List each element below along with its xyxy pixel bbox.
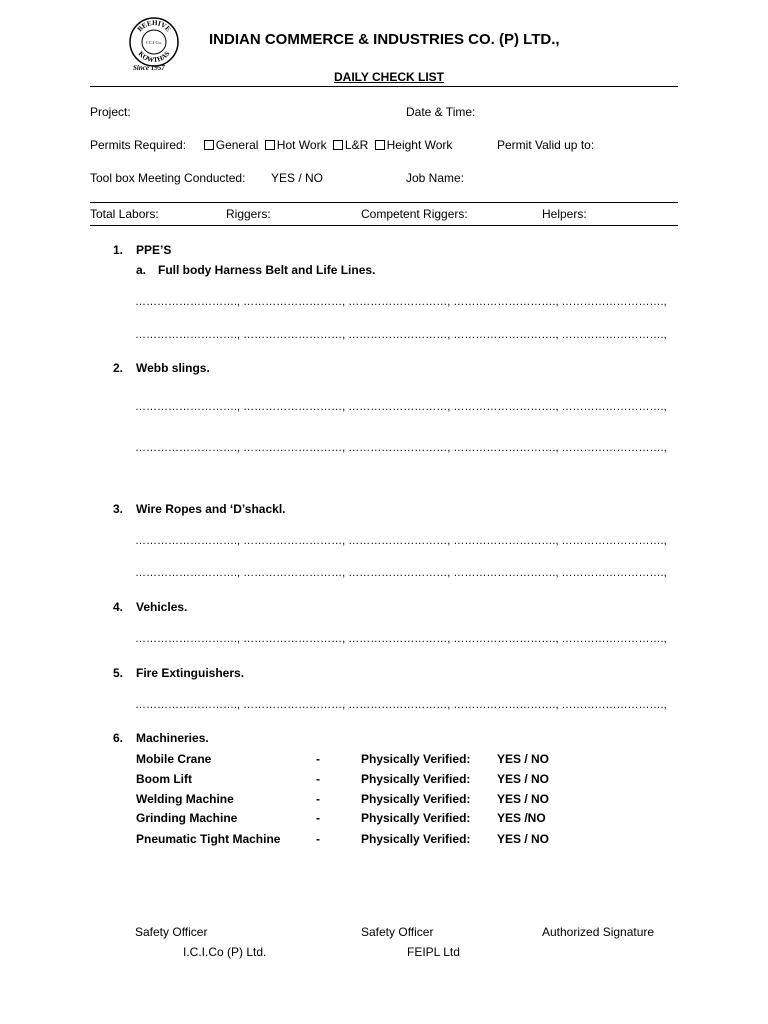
permits-required-row: [90, 138, 452, 152]
checkbox-height-work[interactable]: [375, 140, 385, 150]
machine-verified-label: Physically Verified:: [361, 752, 471, 766]
date-time-label: Date & Time:: [406, 105, 476, 119]
section-4-title: Vehicles.: [136, 600, 188, 614]
job-name-label: Job Name:: [406, 171, 465, 185]
fill-line[interactable]: ………………………., ………………………, ………………………, ………………………., ……………………….,: [135, 567, 667, 579]
fill-line[interactable]: ………………………., ………………………, ………………………, ………………………., ……………………….,: [135, 401, 667, 413]
permit-option-hot-work: Hot Work: [276, 138, 327, 152]
section-1-title: PPE’S: [136, 243, 172, 257]
safety-officer-2-title: Safety Officer: [361, 925, 434, 939]
machine-verified-label: Physically Verified:: [361, 772, 471, 786]
toolbox-meeting-label: Tool box Meeting Conducted:: [90, 171, 246, 185]
machine-verified-label: Physically Verified:: [361, 811, 471, 825]
riggers-label: Riggers:: [226, 207, 271, 221]
section-5-number: 5.: [113, 666, 124, 680]
safety-officer-1-title: Safety Officer: [135, 925, 208, 939]
machine-verified-value[interactable]: YES / NO: [497, 752, 550, 766]
fill-line[interactable]: ………………………., ………………………, ………………………, ………………………., ……………………….,: [135, 699, 667, 711]
section-2-title: Webb slings.: [136, 361, 210, 375]
section-4-number: 4.: [113, 600, 124, 614]
machine-verified-value[interactable]: YES / NO: [497, 772, 550, 786]
machine-verified-value[interactable]: YES /NO: [497, 811, 546, 825]
machine-verified-value[interactable]: YES / NO: [497, 832, 550, 846]
section-6-title: Machineries.: [136, 731, 209, 745]
checkbox-lr[interactable]: [333, 140, 343, 150]
section-1-number: 1.: [113, 243, 124, 257]
project-label: Project:: [90, 105, 131, 119]
fill-line[interactable]: ………………………., ………………………, ………………………, ………………………., ……………………….,: [135, 535, 667, 547]
section-5-title: Fire Extinguishers.: [136, 666, 245, 680]
permit-option-general: General: [215, 138, 259, 152]
machine-name: Welding Machine: [136, 792, 234, 806]
machine-dash: -: [316, 811, 320, 825]
machine-verified-label: Physically Verified:: [361, 792, 471, 806]
labor-top-rule: [90, 202, 678, 203]
permit-option-lr: L&R: [344, 138, 369, 152]
section-3-number: 3.: [113, 502, 124, 516]
machine-name: Pneumatic Tight Machine: [136, 832, 281, 846]
logo-bottom-text: KOWTHAS: [136, 49, 172, 65]
fill-line[interactable]: ………………………., ………………………, ………………………, ………………………., ……………………….,: [135, 296, 667, 308]
fill-line[interactable]: ………………………., ………………………, ………………………, ………………………., ……………………….,: [135, 442, 667, 454]
checkbox-hot-work[interactable]: [265, 140, 275, 150]
checkbox-general[interactable]: [204, 140, 214, 150]
machine-dash: -: [316, 832, 320, 846]
authorized-signature-label: Authorized Signature: [542, 925, 655, 939]
safety-officer-2-org: FEIPL Ltd: [407, 945, 460, 959]
document-title: DAILY CHECK LIST: [334, 70, 445, 84]
permit-option-height-work: Height Work: [386, 138, 453, 152]
total-labors-label: Total Labors:: [90, 207, 159, 221]
logo-top-text: BEEHIVE: [135, 18, 173, 34]
competent-riggers-label: Competent Riggers:: [361, 207, 468, 221]
section-3-title: Wire Ropes and ‘D’shackl.: [136, 502, 286, 516]
company-name: INDIAN COMMERCE & INDUSTRIES CO. (P) LTD.,: [209, 31, 560, 48]
permits-required-label: Permits Required:: [90, 138, 187, 152]
machine-verified-value[interactable]: YES / NO: [497, 792, 550, 806]
fill-line[interactable]: ………………………., ………………………, ………………………, ………………………., ……………………….,: [135, 329, 667, 341]
machine-name: Grinding Machine: [136, 811, 238, 825]
section-6-number: 6.: [113, 731, 124, 745]
machine-dash: -: [316, 772, 320, 786]
company-logo-seal: [128, 16, 180, 68]
machine-name: Mobile Crane: [136, 752, 212, 766]
toolbox-meeting-value: YES / NO: [271, 171, 324, 185]
header-rule: [90, 86, 678, 87]
safety-officer-1-org: I.C.I.Co (P) Ltd.: [183, 945, 267, 959]
section-2-number: 2.: [113, 361, 124, 375]
permit-valid-label: Permit Valid up to:: [497, 138, 595, 152]
helpers-label: Helpers:: [542, 207, 587, 221]
logo-mid-text: I.C.I.Co.: [146, 40, 162, 45]
machine-verified-label: Physically Verified:: [361, 832, 471, 846]
section-1a-title: Full body Harness Belt and Life Lines.: [158, 263, 376, 277]
section-1a-letter: a.: [136, 263, 147, 277]
machine-name: Boom Lift: [136, 772, 192, 786]
machine-dash: -: [316, 752, 320, 766]
machine-dash: -: [316, 792, 320, 806]
fill-line[interactable]: ………………………., ………………………, ………………………, ………………………., ……………………….,: [135, 633, 667, 645]
labor-bottom-rule: [90, 225, 678, 226]
logo-since-text: Since 1957: [133, 64, 165, 72]
